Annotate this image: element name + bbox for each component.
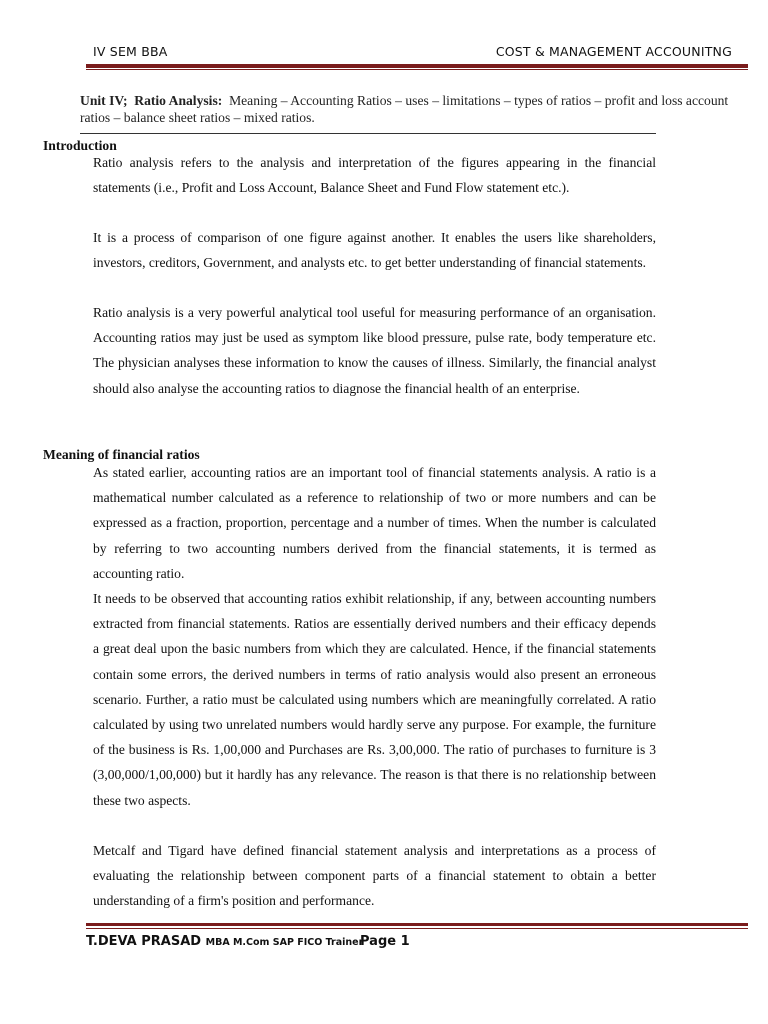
- page-number: Page 1: [360, 934, 410, 949]
- header-rule: [86, 64, 748, 68]
- page-header: [93, 44, 732, 64]
- footer-author: [86, 934, 363, 949]
- section-heading-introduction: Introduction: [43, 138, 117, 153]
- unit-topic: Ratio Analysis:: [134, 93, 223, 108]
- paragraph: It is a process of comparison of one figure against another. It enables the users like shareholders, investors, creditors, Government, and analysts etc. to get better understanding of financial statements.: [93, 230, 656, 271]
- unit-line: [80, 92, 740, 126]
- footer-rule: [86, 923, 748, 926]
- footer-rule-thin: [86, 928, 748, 929]
- paragraph: As stated earlier, accounting ratios are an important tool of financial statements analysis. A ratio is a mathematical number calculated as a reference to relationship of two or more numbers and can be expressed as a fraction, proportion, percentage and a number of times. When the number is calculated by referring to two accounting numbers derived from the financial statements, it is termed as accounting ratio.: [93, 465, 656, 581]
- header-subject: COST & MANAGEMENT ACCOUNITNG: [495, 44, 732, 59]
- paragraph: Metcalf and Tigard have defined financial statement analysis and interpretations as a process of evaluating the relationship between component parts of a financial statement to obtain a better understanding of a firm's position and performance.: [93, 843, 656, 909]
- unit-label: Unit IV;: [80, 93, 128, 108]
- header-course: IV SEM BBA: [93, 44, 168, 59]
- author-credentials: MBA M.Com SAP FICO Trainer: [205, 937, 364, 948]
- paragraph: It needs to be observed that accounting ratios exhibit relationship, if any, between accounting numbers extracted from financial statements. Ratios are essentially derived numbers and their efficacy depends a great deal upon the basic numbers from which they are calculated. Hence, if the financial statements contain some errors, the derived numbers in terms of ratio analysis would also present an erroneous scenario. Further, a ratio must be calculated using numbers which are meaningfully correlated. A ratio calculated by using two unrelated numbers would hardly serve any purpose. For example, the furniture of the business is Rs. 1,00,000 and Purchases are Rs. 3,00,000. The ratio of purchases to furniture is 3 (3,00,000/1,00,000) but it hardly has any relevance. The reason is that there is no relationship between these two aspects.: [93, 591, 656, 808]
- paragraph: Ratio analysis is a very powerful analytical tool useful for measuring performance of an organisation. Accounting ratios may just be used as symptom like blood pressure, pulse rate, body temperature etc. The physician analyses these information to know the causes of illness. Similarly, the financial analyst should also analyse the accounting ratios to diagnose the financial health of an enterprise.: [93, 305, 656, 396]
- unit-rule: [80, 133, 656, 134]
- author-name: T.DEVA PRASAD: [86, 934, 202, 949]
- paragraph: Ratio analysis refers to the analysis and interpretation of the figures appearing in the financial statements (i.e., Profit and Loss Account, Balance Sheet and Fund Flow statement etc.).: [93, 155, 656, 196]
- unit-contents: Meaning – Accounting Ratios – uses – limitations – types of ratios – profit and loss account ratios – balance sheet ratios – mixed ratios.: [80, 93, 729, 125]
- section-heading-meaning: Meaning of financial ratios: [43, 447, 200, 462]
- header-rule-thin: [86, 69, 748, 70]
